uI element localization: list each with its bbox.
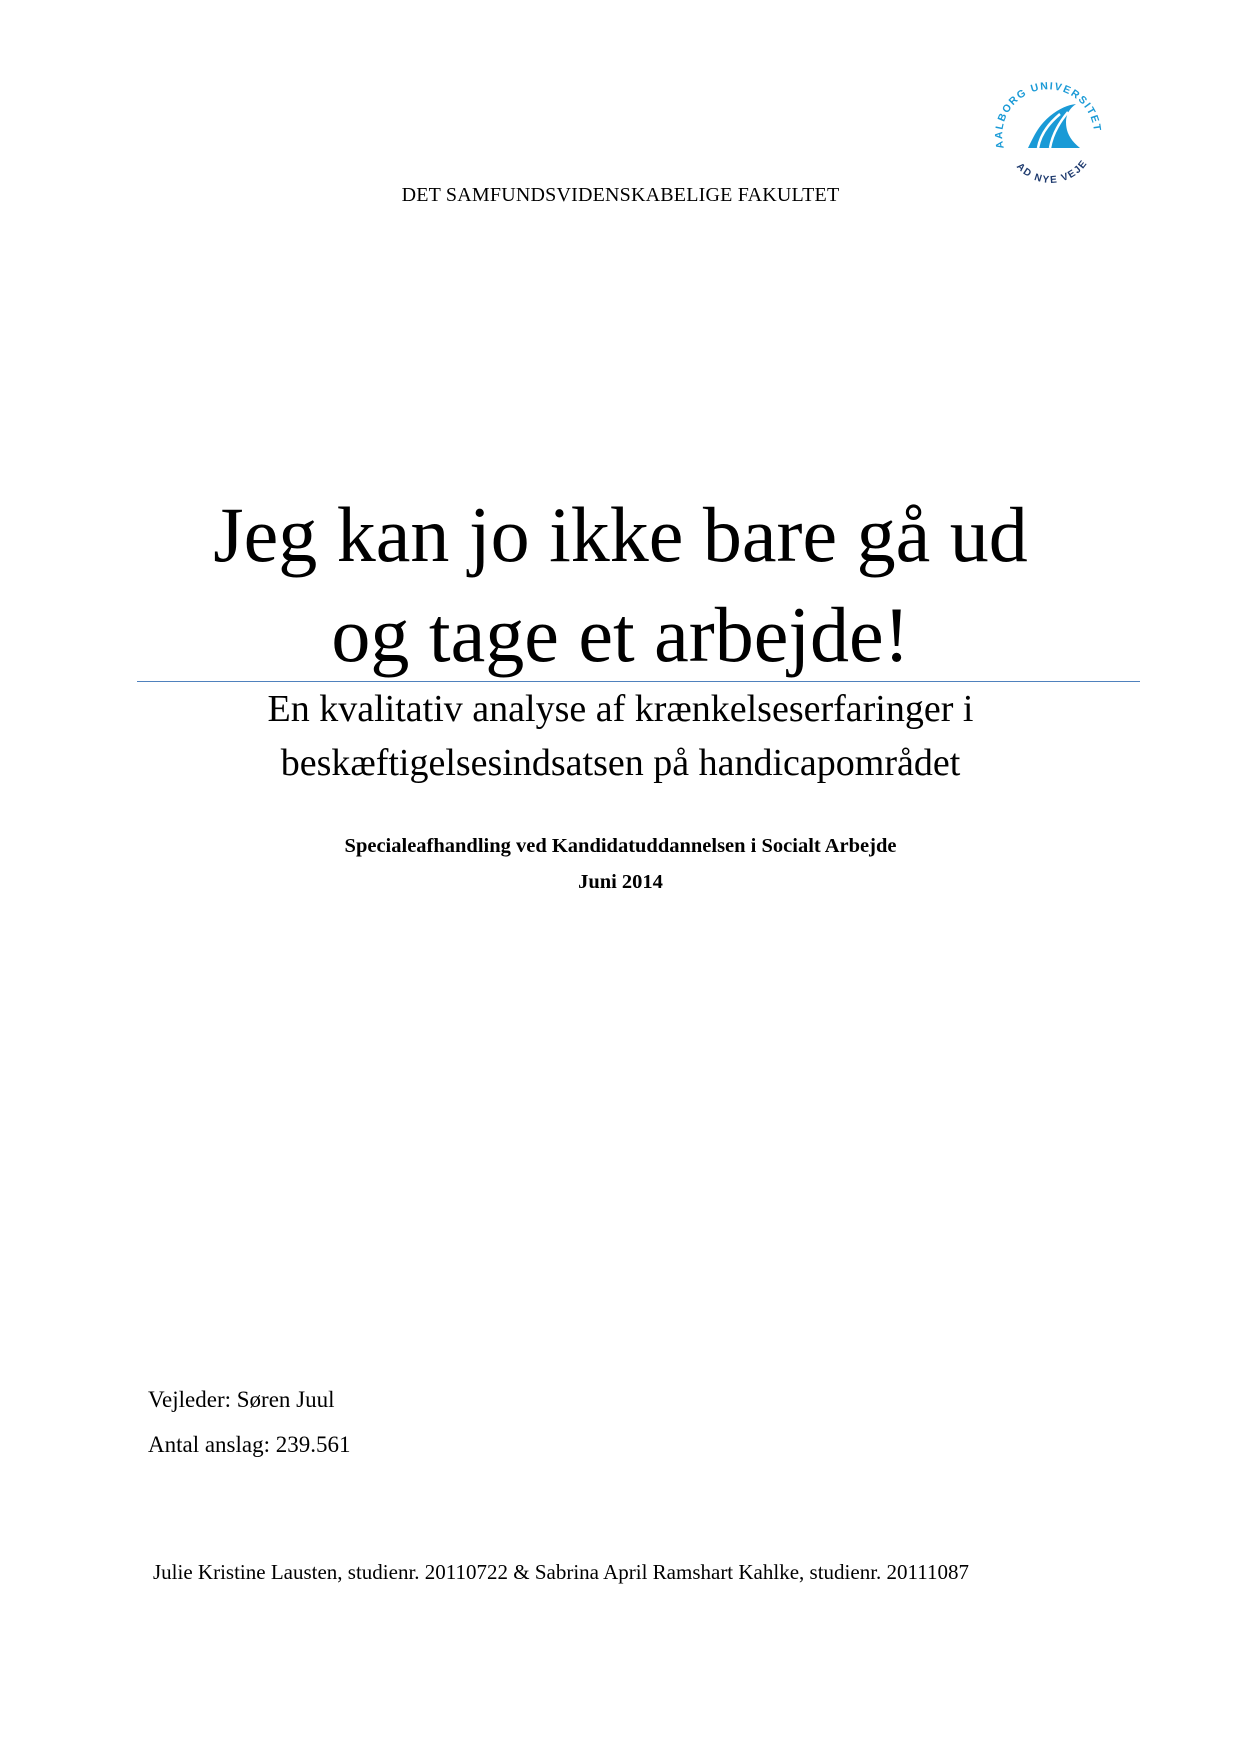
thesis-type: Specialeafhandling ved Kandidatuddannelsen i Socialt Arbejde [344, 835, 897, 857]
svg-text:AD NYE VEJE: AD NYE VEJE [1014, 157, 1091, 187]
authors: Julie Kristine Lausten, studienr. 20110722 & Sabrina April Ramshart Kahlke, studienr. 20111087 [153, 1560, 969, 1584]
svg-text:AALBORG UNIVERSITET: AALBORG UNIVERSITET [993, 80, 1104, 150]
title-divider [137, 681, 1140, 682]
faculty-name: DET SAMFUNDSVIDENSKABELIGE FAKULTET [401, 184, 840, 206]
subtitle-line-1: En kvalitativ analyse af krænkelseserfaringer i [267, 688, 974, 730]
title-line-1: Jeg kan jo ikke bare gå ud [213, 491, 1028, 578]
thesis-date: Juni 2014 [578, 871, 663, 893]
title-line-2: og tage et arbejde! [331, 591, 910, 678]
aalborg-university-logo [990, 78, 1108, 188]
supervisor: Vejleder: Søren Juul [148, 1387, 335, 1412]
subtitle-line-2: beskæftigelsesindsatsen på handicapområdet [280, 742, 961, 784]
character-count: Antal anslag: 239.561 [148, 1432, 351, 1457]
